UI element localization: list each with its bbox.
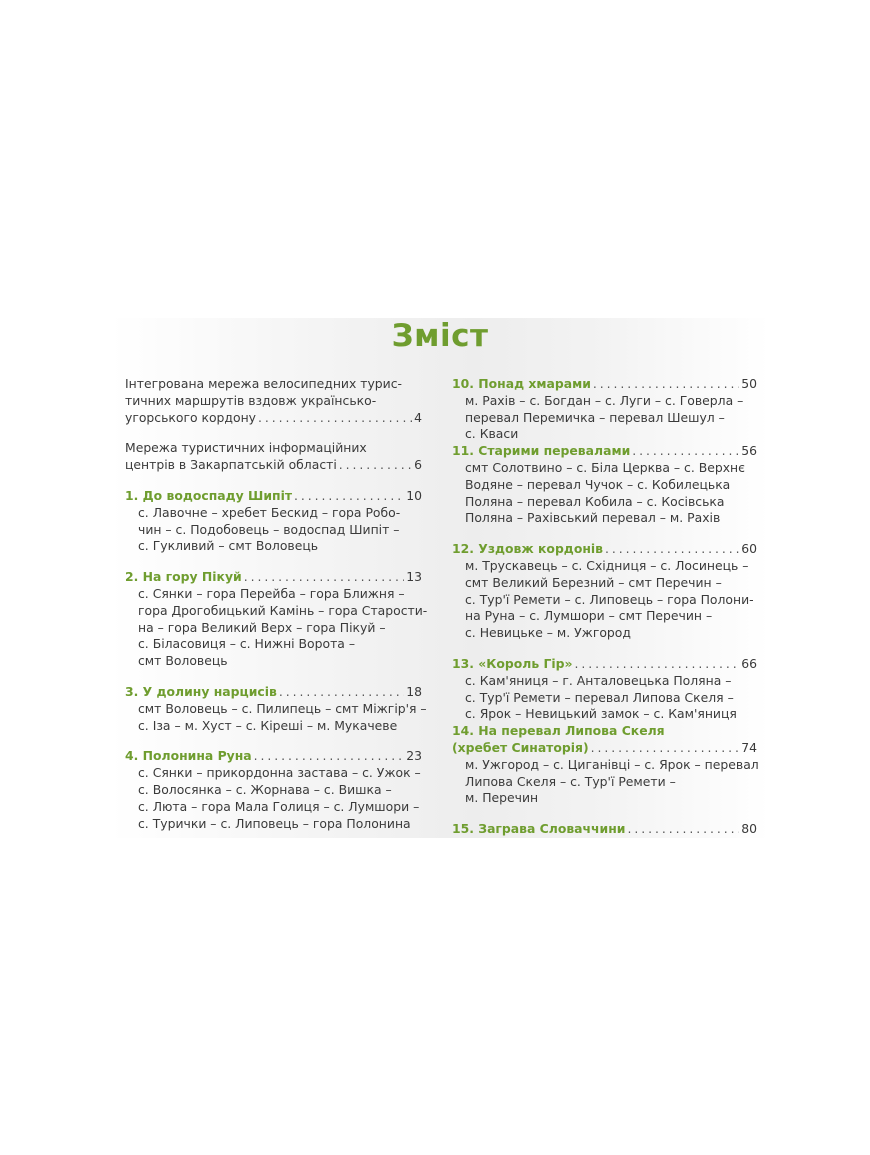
toc-entry-intro-1[interactable] <box>125 376 422 426</box>
dot-leader <box>575 656 740 673</box>
route-desc-line: с. Біласовиця – с. Нижні Ворота – <box>138 636 356 652</box>
route-desc-line: с. Волосянка – с. Жорнава – с. Вишка – <box>138 781 392 797</box>
route-desc-line: с. Ярок – Невицький замок – с. Кам'яниця <box>465 706 737 722</box>
dot-leader <box>339 457 412 474</box>
route-desc-line: смт Воловець <box>138 653 228 669</box>
route-desc-line: перевал Перемичка – перевал Шешул – <box>465 409 725 425</box>
route-desc-line: с. Лавочне – хребет Бескид – гора Робо- <box>138 504 401 520</box>
route-desc-line: с. Невицьке – м. Ужгород <box>465 625 631 641</box>
dot-leader <box>279 684 404 701</box>
toc-entry-label: центрів в Закарпатській області <box>125 457 337 473</box>
route-desc-line: м. Рахів – с. Богдан – с. Луги – с. Говерла – <box>465 392 744 408</box>
toc-page-number: 74 <box>741 739 757 755</box>
route-desc-line: с. Кваси <box>465 426 519 442</box>
route-desc-line: с. Іза – м. Хуст – с. Кіреші – м. Мукачеве <box>138 717 398 733</box>
toc-entry-intro-2[interactable] <box>125 440 422 474</box>
toc-route-1[interactable] <box>125 488 422 555</box>
toc-route-13[interactable] <box>452 656 757 723</box>
toc-page-number: 4 <box>414 409 422 425</box>
route-desc-line: м. Ужгород – с. Циганівці – с. Ярок – перевал <box>465 756 759 772</box>
toc-route-14[interactable] <box>452 723 757 807</box>
route-desc-line: Водяне – перевал Чучок – с. Кобилецька <box>465 476 731 492</box>
route-description <box>452 757 757 807</box>
toc-route-2[interactable] <box>125 569 428 670</box>
left-column <box>125 376 428 832</box>
route-desc-line: с. Люта – гора Мала Голиця – с. Лумшори – <box>138 798 420 814</box>
route-desc-line: смт Солотвино – с. Біла Церква – с. Верхнє <box>465 459 745 475</box>
route-desc-line: смт Великий Березний – смт Перечин – <box>465 574 722 590</box>
route-desc-line: на – гора Великий Верх – гора Пікуй – <box>138 619 386 635</box>
route-desc-line: смт Воловець – с. Пилипець – смт Міжгір'я – <box>138 700 427 716</box>
route-title-line: 14. На перевал Липова Скеля <box>452 723 665 739</box>
toc-route-10[interactable] <box>452 376 757 443</box>
route-desc-line: чин – с. Подобовець – водоспад Шипіт – <box>138 521 400 537</box>
route-desc-line: гора Дрогобицький Камінь – гора Старости- <box>138 602 428 618</box>
dot-leader <box>244 569 404 586</box>
route-description <box>125 505 422 555</box>
route-desc-line: с. Сянки – гора Перейба – гора Ближня – <box>138 585 405 601</box>
right-column <box>452 376 757 838</box>
dot-leader <box>258 410 412 427</box>
route-desc-line: с. Тур'ї Ремети – перевал Липова Скеля – <box>465 689 734 705</box>
route-desc-line: с. Кам'яниця – г. Анталовецька Поляна – <box>465 672 732 688</box>
toc-page-number: 66 <box>741 655 757 671</box>
route-title: 13. «Король Гір» <box>452 655 573 671</box>
route-description <box>452 460 757 527</box>
toc-page-number: 56 <box>741 443 757 459</box>
route-title: (хребет Синаторія) <box>452 739 589 755</box>
dot-leader <box>294 488 404 505</box>
dot-leader <box>254 748 405 765</box>
toc-page-number: 6 <box>414 457 422 473</box>
route-desc-line: м. Перечин <box>465 790 539 806</box>
toc-page-number: 23 <box>406 748 422 764</box>
toc-page-number: 13 <box>406 569 422 585</box>
route-description <box>125 700 427 735</box>
toc-entry-label: угорського кордону <box>125 409 257 425</box>
toc-route-12[interactable] <box>452 541 757 642</box>
route-description <box>452 393 757 443</box>
toc-page-number: 18 <box>406 683 422 699</box>
route-description <box>125 765 422 832</box>
toc-route-3[interactable] <box>125 683 427 734</box>
route-description <box>452 558 757 642</box>
route-desc-line: с. Сянки – прикордонна застава – с. Ужок – <box>138 765 421 781</box>
route-desc-line: с. Тур'ї Ремети – с. Липовець – гора Полони- <box>465 591 754 607</box>
route-title: 15. Заграва Словаччини <box>452 821 626 837</box>
route-desc-line: Поляна – Рахівський перевал – м. Рахів <box>465 510 721 526</box>
toc-entry-line: Інтегрована мережа велосипедних турис- <box>125 376 402 391</box>
dot-leader <box>591 740 740 757</box>
toc-page-number: 80 <box>741 821 757 837</box>
route-title: 4. Полонина Руна <box>125 748 252 764</box>
route-title: 2. На гору Пікуй <box>125 569 242 585</box>
route-title: 10. Понад хмарами <box>452 376 591 391</box>
page-title: Зміст <box>391 318 489 354</box>
toc-entry-line: Мережа туристичних інформаційних <box>125 440 367 456</box>
route-desc-line: Липова Скеля – с. Тур'ї Ремети – <box>465 773 676 789</box>
dot-leader <box>593 376 739 393</box>
route-desc-line: м. Трускавець – с. Східниця – с. Лосинець – <box>465 557 749 573</box>
toc-page-number: 10 <box>406 487 422 503</box>
dot-leader <box>605 541 739 558</box>
dot-leader <box>632 443 739 460</box>
route-title: 3. У долину нарцисів <box>125 683 277 699</box>
toc-route-4[interactable] <box>125 748 422 832</box>
route-desc-line: с. Турички – с. Липовець – гора Полонина <box>138 815 411 831</box>
route-desc-line: Поляна – перевал Кобила – с. Косівська <box>465 493 725 509</box>
toc-entry-line: тичних маршрутів вздовж українсько- <box>125 392 377 408</box>
toc-route-15[interactable] <box>452 821 757 838</box>
route-title: 1. До водоспаду Шипіт <box>125 487 293 503</box>
route-desc-line: с. Гукливий – смт Воловець <box>138 538 319 554</box>
route-description <box>452 673 757 723</box>
toc-route-11[interactable] <box>452 443 757 527</box>
dot-leader <box>627 821 739 838</box>
route-title: 11. Старими перевалами <box>452 443 631 459</box>
route-description <box>125 585 428 670</box>
route-desc-line: на Руна – с. Лумшори – смт Перечин – <box>465 608 713 624</box>
toc-page-number: 50 <box>741 376 757 391</box>
route-title: 12. Уздовж кордонів <box>452 541 603 557</box>
toc-page-number: 60 <box>741 541 757 557</box>
